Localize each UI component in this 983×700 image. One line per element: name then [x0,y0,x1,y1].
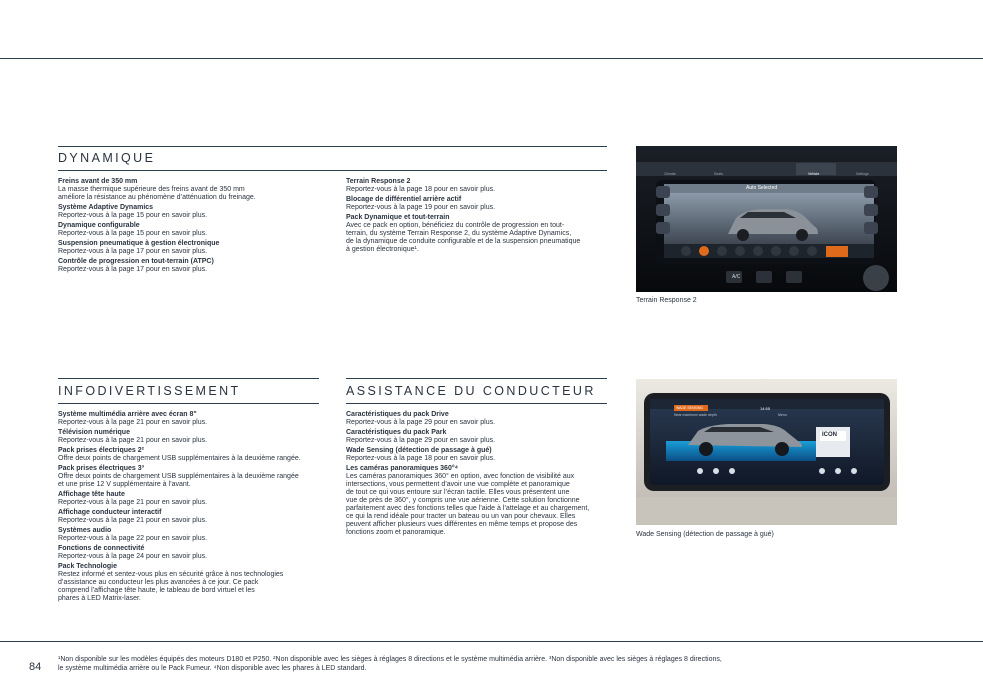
tab-climate: Climate [664,172,676,176]
ac-label: A/C [732,274,741,280]
tab-vehicle: Vehicle [808,172,820,176]
assistance-top-rule [346,378,607,379]
wade-time: 14:55 [760,406,771,411]
dynamique-bottom-rule [58,170,607,171]
infodivertissement-column [58,411,338,605]
bottom-rule [0,641,983,642]
auto-selected-label: Auto Selected [746,185,778,191]
tab-seats: Seats [714,172,723,176]
wade-note: Near maximum wade depth [674,413,717,417]
info-item: Affichage conducteur interactif Reportez-vous à la page 21 pour en savoir plus. [58,509,208,524]
dynamique-item: Contrôle de progression en tout-terrain (ATPC) Reportez-vous à la page 17 pour en savoir plus. [58,258,214,273]
section-title-assistance: ASSISTANCE DU CONDUCTEUR [346,384,596,398]
wade-sensing-photo [636,379,897,525]
terrain-response-screen-illustration [636,146,897,292]
assistance-item: Caractéristiques du pack Park Reportez-vous à la page 29 pour en savoir plus. [346,429,496,444]
page-number: 84 [29,661,42,673]
info-item: Fonctions de connectivité Reportez-vous à la page 24 pour en savoir plus. [58,545,208,560]
assistance-column [346,411,616,539]
dynamique-item: Suspension pneumatique à gestion électronique Reportez-vous à la page 17 pour en savoir plus. [58,240,220,255]
top-rule [0,58,983,59]
dynamique-item: Blocage de différentiel arrière actif Reportez-vous à la page 19 pour en savoir plus. [346,196,496,211]
dynamique-item: Dynamique configurable Reportez-vous à la page 15 pour en savoir plus. [58,222,208,237]
tab-settings: Settings [856,172,869,176]
assistance-item: Les caméras panoramiques 360°⁴ Les caméras panoramiques 360° en option, avec fonction de visibilité aux intersections, vous permettent d’avoir une vue complète et panoramique de tout ce qui vous entoure sur l’écran tactile. Elles vous présentent une vue de près de 360°, y compris une vue aérienne. Cette solution fonctionne parfaitement avec des fonctions telles que l’aide à l’attelage et au chargement, ce qui la rend idéale pour tracter un bateau ou un van pour chevaux. Elles peuvent afficher plusieurs vues différentes en même temps et propose des fonctions zoom et panoramique. [346,465,590,536]
dynamique-item: Terrain Response 2 Reportez-vous à la page 18 pour en savoir plus. [346,178,496,193]
assistance-item: Wade Sensing (détection de passage à gué) Reportez-vous à la page 18 pour en savoir plus. [346,447,496,462]
wade-sensing-caption: Wade Sensing (détection de passage à gué) [636,531,774,538]
info-item: Affichage tête haute Reportez-vous à la page 21 pour en savoir plus. [58,491,208,506]
info-item: Télévision numérique Reportez-vous à la page 21 pour en savoir plus. [58,429,208,444]
assistance-item: Caractéristiques du pack Drive Reportez-vous à la page 29 pour en savoir plus. [346,411,496,426]
info-item: Pack Technologie Restez informé et sentez-vous plus en sécurité grâce à nos technologies d’assistance au conducteur les plus avancées à ce jour. Ce pack comprend l’affichage tête haute, le tableau de bord virtuel et les phares à LED Matrix-laser. [58,563,284,602]
footnote: ¹Non disponible sur les modèles équipés des moteurs D180 et P250. ²Non disponible avec les sièges à réglages 8 directions et le système multimédia arrière. ³Non disponible avec les sièges à réglages 8 directions, le système multimédia arrière ou le Pack Fumeur. ⁴Non disponible avec les phares à LED standard. [58,656,722,672]
info-bottom-rule [58,403,319,404]
wade-menu: Menu [778,413,787,417]
dynamique-item: Pack Dynamique et tout-terrain Avec ce pack en option, bénéficiez du contrôle de progression en tout- terrain, du système Terrain Response 2, du système Adaptive Dynamics, de la dynamique de conduite configurable et de la suspension pneumatique à gestion électronique¹. [346,214,581,253]
section-title-infodivertissement: INFODIVERTISSEMENT [58,384,241,398]
dynamique-right-column [346,178,611,256]
dynamique-left-column [58,178,338,276]
info-item: Pack prises électriques 2² Offre deux points de chargement USB supplémentaires à la deuxième rangée. [58,447,301,462]
dynamique-item: Freins avant de 350 mm La masse thermique supérieure des freins avant de 350 mm améliore la résistance au phénomène d’atténuation du freinage. [58,178,256,201]
terrain-response-caption: Terrain Response 2 [636,297,697,304]
assistance-bottom-rule [346,403,607,404]
info-item: Systèmes audio Reportez-vous à la page 22 pour en savoir plus. [58,527,208,542]
info-item: Pack prises électriques 3³ Offre deux points de chargement USB supplémentaires à la deuxième rangée et une prise 12 V supplémentaire à l’avant. [58,465,299,488]
dynamique-top-rule [58,146,607,147]
terrain-response-photo [636,146,897,292]
wade-sensing-screen-illustration [636,379,897,525]
wade-banner: WADE SENSING [676,406,704,410]
dynamique-item: Système Adaptive Dynamics Reportez-vous à la page 15 pour en savoir plus. [58,204,208,219]
section-title-dynamique: DYNAMIQUE [58,151,156,165]
wade-icon-text: ICON [822,432,837,438]
info-top-rule [58,378,319,379]
info-item: Système multimédia arrière avec écran 8" Reportez-vous à la page 21 pour en savoir plus. [58,411,208,426]
